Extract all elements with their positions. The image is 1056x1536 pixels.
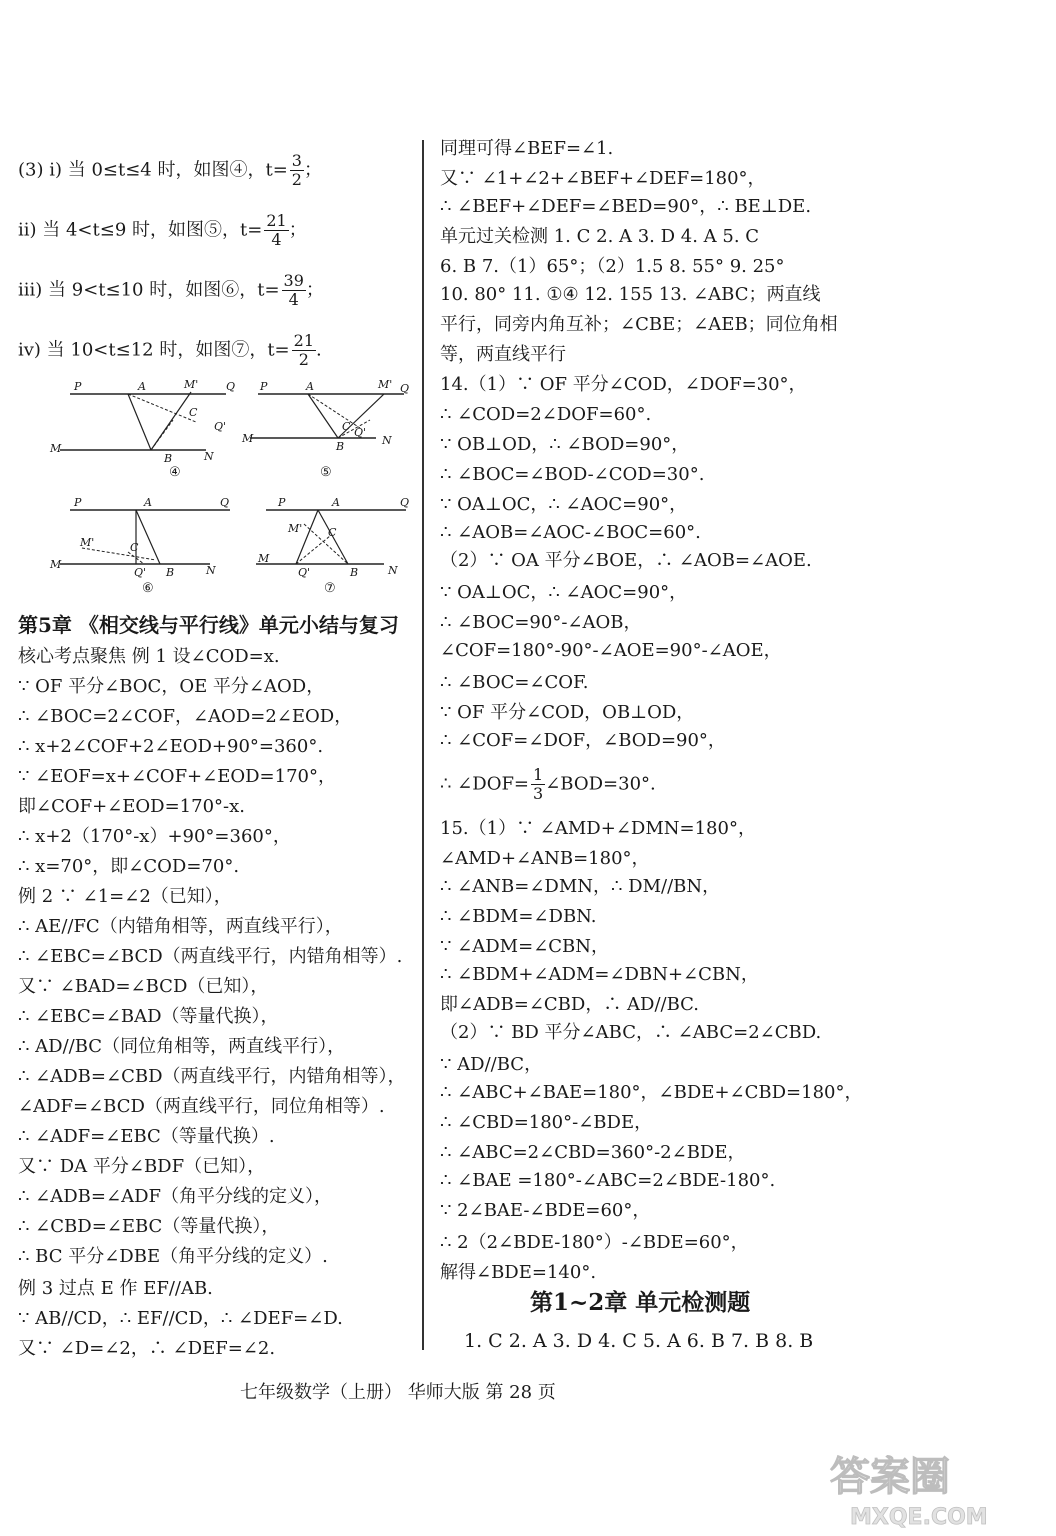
case-iii-text: iii) 当 9<t≤10 时，如图⑥，t= [18,279,280,301]
case-iii-fraction [282,272,306,309]
case-iii-line [18,272,324,309]
right-line: ∴ ∠COF=∠DOF，∠BOD=90°， [440,730,726,751]
right-line: ∠AMD+∠ANB=180°， [440,848,650,869]
ch5-line: ∵ OF 平分∠BOC，OE 平分∠AOD， [18,676,325,697]
label-Q: Q [220,496,230,509]
right-line: ∴ ∠BAE =180°-∠ABC=2∠BDE-180°. [440,1170,776,1191]
case-i-fraction [290,152,304,189]
right-line: ∴ ∠COD=2∠DOF=60°. [440,404,652,425]
ch5-line: ∵ AB//CD，∴ EF//CD，∴ ∠DEF=∠D. [18,1308,343,1329]
right-line: 解得∠BDE=140°. [440,1262,597,1283]
unit-test-answers: 单元过关检测 1. C 2. A 3. D 4. A 5. C [440,226,760,247]
label-Q: Q [400,382,410,395]
label-M-prime: M' [184,378,199,391]
label-N: N [204,450,214,463]
right-line: ∴ ∠BOC=90°-∠AOB， [440,612,642,633]
right-line: ∴ ∠BDM+∠ADM=∠DBN+∠CBN， [440,964,759,985]
right-line: ∴ ∠ABC+∠BAE=180°，∠BDE+∠CBD=180°， [440,1082,863,1103]
label-M-prime: M' [288,522,303,535]
dof-text: ∴ ∠DOF= [440,773,530,795]
label-N: N [382,434,392,447]
right-line: ∵ AD//BC， [440,1054,543,1075]
ch5-line: ∴ ∠ADB=∠CBD（两直线平行，内错角相等）， [18,1066,406,1087]
right-line: ∴ ∠ANB=∠DMN，∴ DM//BN， [440,876,721,897]
right-line: ∠COF=180°-90°-∠AOE=90°-∠AOE， [440,640,782,661]
right-line: 6. B 7.（1）65°；（2）1.5 8. 55° 9. 25° [440,256,785,277]
right-line: ∴ ∠BDM=∠DBN. [440,906,597,927]
case-ii-line [18,212,307,249]
right-line: ∴ ∠BEF+∠DEF=∠BED=90°，∴ BE⊥DE. [440,196,812,217]
case-ii-end: ； [288,219,307,241]
ch5-line: ∴ ∠CBD=∠EBC（等量代换）， [18,1216,280,1237]
watermark-logo [822,1442,1042,1532]
label-C: C [328,526,337,539]
ch5-line: 又∵ ∠D=∠2，∴ ∠DEF=∠2. [18,1338,276,1359]
right-line: ∴ ∠ABC=2∠CBD=360°-2∠BDE， [440,1142,746,1163]
right-line: ∵ OA⊥OC，∴ ∠AOC=90°， [440,494,688,515]
section-answers: 1. C 2. A 3. D 4. C 5. A 6. B 7. B 8. B [464,1330,814,1352]
right-line: ∵ OB⊥OD，∴ ∠BOD=90°， [440,434,690,455]
label-A: A [332,496,340,509]
watermark-bottom-text: MXQE.COM [850,1505,988,1530]
label-C: C [130,541,139,554]
label-A: A [138,380,146,393]
ch5-line: ∴ AD//BC（同位角相等，两直线平行）， [18,1036,346,1057]
right-line: ∴ ∠AOB=∠AOC-∠BOC=60°. [440,522,701,543]
section-title: 第1~2章 单元检测题 [530,1289,751,1316]
label-N: N [206,564,216,577]
label-M: M [50,558,62,571]
fraction-denominator: 2 [291,170,302,189]
ch5-line: ∴ ∠ADF=∠EBC（等量代换）. [18,1126,275,1147]
dof-fraction-line [440,766,656,803]
ch5-line: 核心考点聚焦 例 1 设∠COD=x. [18,646,280,667]
label-A: A [306,380,314,393]
right-line: 14.（1）∵ OF 平分∠COD，∠DOF=30°， [440,374,807,395]
ch5-line: ∴ ∠EBC=∠BAD（等量代换）， [18,1006,279,1027]
ch5-line: ∴ AE//FC（内错角相等，两直线平行）， [18,916,343,937]
label-C: C [342,420,351,433]
right-line: 即∠ADB=∠CBD，∴ AD//BC. [440,994,700,1015]
fraction-numerator: 21 [293,331,314,350]
right-line: 同理可得∠BEF=∠1. [440,138,614,159]
right-line: ∴ ∠CBD=180°-∠BDE， [440,1112,653,1133]
fraction-denominator: 2 [298,350,309,369]
right-line: ∵ OF 平分∠COD，OB⊥OD， [440,702,695,723]
label-M: M [242,432,254,445]
chapter5-title: 第5章 《相交线与平行线》单元小结与复习 [18,613,399,637]
ch5-line: ∴ ∠ADB=∠ADF（角平分线的定义）， [18,1186,332,1207]
label-M-prime: M' [378,378,393,391]
label-P: P [260,380,268,393]
ch5-line: 又∵ DA 平分∠BDF（已知）， [18,1156,266,1177]
label-P: P [74,380,82,393]
figure-caption: ⑥ [142,581,154,596]
ch5-line: ∴ ∠EBC=∠BCD（两直线平行，内错角相等）. [18,946,403,967]
label-A: A [144,496,152,509]
case-iv-line [18,332,322,369]
case-iii-end: ； [305,279,324,301]
right-line: ∴ 2（2∠BDE-180°）-∠BDE=60°， [440,1232,749,1253]
page-footer: 七年级数学（上册） 华师大版 第 28 页 [240,1382,556,1403]
figure-caption: ⑦ [324,581,336,596]
figure-4 [48,378,236,480]
right-line: 平行，同旁内角互补；∠CBE；∠AEB；同位角相 [440,314,838,335]
fraction-numerator: 1 [533,765,544,784]
label-N: N [388,564,398,577]
label-B: B [164,452,173,465]
case-ii-fraction [264,212,288,249]
fraction-numerator: 3 [291,151,302,170]
ch5-line: ∴ BC 平分∠DBE（角平分线的定义）. [18,1246,328,1267]
case-i-end: ； [303,159,322,181]
label-Q-prime: Q' [214,420,227,433]
label-Q-prime: Q' [354,426,367,439]
dof-result: ∠BOD=30°. [545,773,656,795]
label-B: B [166,566,175,579]
label-B: B [350,566,359,579]
right-line: ∴ ∠BOC=∠BOD-∠COD=30°. [440,464,705,485]
watermark-top-text: 答案圈 [830,1454,950,1500]
label-B: B [336,440,345,453]
label-Q-prime: Q' [298,566,311,579]
right-line: ∵ OA⊥OC，∴ ∠AOC=90°， [440,582,688,603]
figure-caption: ④ [169,465,181,480]
ch5-line: ∴ x+2∠COF+2∠EOD+90°=360°. [18,736,324,757]
ch5-line: 例 2 ∵ ∠1=∠2（已知）， [18,886,232,907]
right-line: ∴ ∠BOC=∠COF. [440,672,589,693]
case-i-text: (3) i) 当 0≤t≤4 时，如图④，t= [18,159,288,181]
fraction-denominator: 3 [533,784,544,803]
right-line: 10. 80° 11. ①④ 12. 155 13. ∠ABC；两直线 [440,284,821,305]
label-Q-prime: Q' [134,566,147,579]
ch5-line: 即∠COF+∠EOD=170°-x. [18,796,245,817]
one-third-fraction [531,766,545,803]
label-M: M [258,552,270,565]
ch5-line: ∵ ∠EOF=x+∠COF+∠EOD=170°， [18,766,336,787]
right-line: （2）∵ OA 平分∠BOE，∴ ∠AOB=∠AOE. [440,550,812,571]
case-iv-end: . [316,339,322,361]
ch5-line: 又∵ ∠BAD=∠BCD（已知）， [18,976,269,997]
label-P: P [74,496,82,509]
right-line: ∵ ∠ADM=∠CBN， [440,936,610,957]
right-line: 15.（1）∵ ∠AMD+∠DMN=180°， [440,818,756,839]
figure-7 [228,496,408,596]
ch5-line: 例 3 过点 E 作 EF//AB. [18,1278,213,1299]
ch5-line: ∴ ∠BOC=2∠COF，∠AOD=2∠EOD， [18,706,353,727]
column-divider [422,140,424,1350]
case-ii-text: ii) 当 4<t≤9 时，如图⑤，t= [18,219,263,241]
right-line: （2）∵ BD 平分∠ABC，∴ ∠ABC=2∠CBD. [440,1022,822,1043]
case-iv-text: iv) 当 10<t≤12 时，如图⑦，t= [18,339,290,361]
case-iv-fraction [292,332,316,369]
ch5-line: ∴ x+2（170°-x）+90°=360°， [18,826,291,847]
fraction-numerator: 21 [266,211,287,230]
fraction-denominator: 4 [288,290,299,309]
right-line: 等，两直线平行 [440,344,566,365]
label-M-prime: M' [80,536,95,549]
right-line: 又∵ ∠1+∠2+∠BEF+∠DEF=180°， [440,168,766,189]
fraction-denominator: 4 [271,230,282,249]
figure-5 [228,378,410,478]
label-C: C [189,406,198,419]
label-M: M [50,442,62,455]
figure-6 [48,496,233,596]
fraction-numerator: 39 [283,271,304,290]
label-Q: Q [400,496,410,509]
figure-caption: ⑤ [320,465,332,480]
case-i-line [18,152,322,189]
ch5-line: ∴ x=70°，即∠COD=70°. [18,856,240,877]
label-Q: Q [226,380,236,393]
label-P: P [278,496,286,509]
ch5-line: ∠ADF=∠BCD（两直线平行，同位角相等）. [18,1096,385,1117]
right-line: ∵ 2∠BAE-∠BDE=60°， [440,1200,651,1221]
